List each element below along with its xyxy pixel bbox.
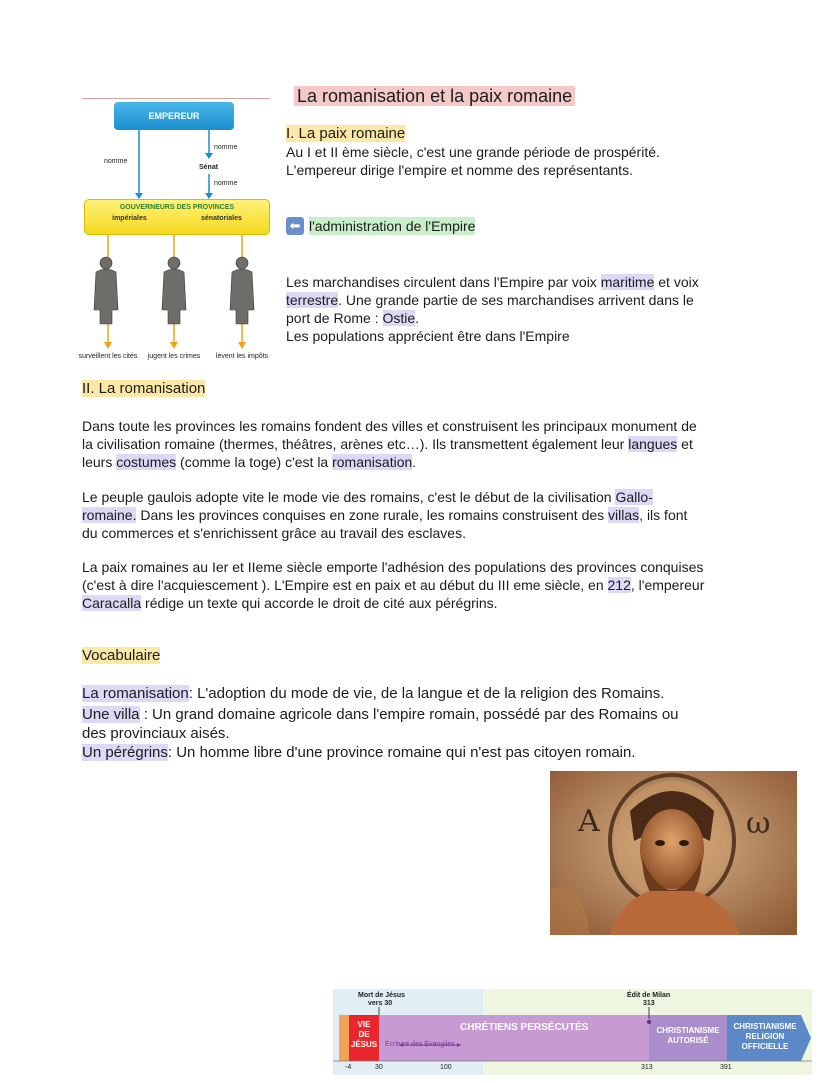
paragraph-line: Le peuple gaulois adopte vite le mode vie des romains, c'est le début de la civilisation Gallo- xyxy=(82,489,653,505)
officielle-label: CHRISTIANISME RELIGION OFFICIELLE xyxy=(733,1022,797,1051)
christianity-timeline: Mort de Jésus vers 30 Édit de Milan 313 VIE DE JÉSUS CHRÉTIENS PERSÉCUTÉS Écriture des Évangiles CHRISTIANISME AUTORISÉ CHRISTIANISME RELIGION OFFICIELLE -4 30 100 313 391 xyxy=(333,989,812,1075)
year-label: 391 xyxy=(720,1064,732,1071)
paragraph-line: romaine. Dans les provinces conquises en zone rurale, les romains construisent des villas, ils font xyxy=(82,507,688,523)
paragraph-line: Au I et II ème siècle, c'est une grande période de prospérité. xyxy=(286,144,660,160)
back-arrow-icon: ⬅ xyxy=(286,217,304,235)
year-label: -4 xyxy=(345,1064,352,1071)
paragraph-line: leurs costumes (comme la toge) c'est la romanisation. xyxy=(82,454,417,470)
paragraph-line: du commerces et s'enrichissent grâce au travail des esclaves. xyxy=(82,525,466,541)
vocab-heading: Vocabulaire xyxy=(82,647,161,664)
section-heading-romanisation: II. La romanisation xyxy=(82,380,206,397)
paragraph-line: L'empereur dirige l'empire et nomme des représentants. xyxy=(286,162,633,178)
role-label: lèvent les impôts xyxy=(215,353,269,360)
vie-de-jesus-label: VIE DE JÉSUS xyxy=(350,1020,378,1049)
svg-text:ω: ω xyxy=(746,806,771,841)
section-heading-paix-romaine: I. La paix romaine xyxy=(286,125,406,142)
commerce-line: terrestre. Une grande partie de ses marchandises arrivent dans le xyxy=(286,292,694,308)
emperor-box: EMPEREUR xyxy=(114,102,234,130)
commerce-line: Les populations apprécient être dans l'Empire xyxy=(286,328,570,344)
svg-text:Α: Α xyxy=(578,804,600,839)
year-label: 100 xyxy=(440,1064,452,1071)
vocab-entry: Un pérégrins: Un homme libre d'une province romaine qui n'est pas citoyen romain. xyxy=(82,744,636,761)
commerce-line: Les marchandises circulent dans l'Empire par voix maritime et voix xyxy=(286,274,699,290)
governors-box: GOUVERNEURS DES PROVINCES impériales sénatoriales xyxy=(84,199,270,235)
commerce-line: port de Rome : Ostie. xyxy=(286,310,420,326)
christ-fresco-image xyxy=(550,771,797,935)
year-label: 313 xyxy=(641,1064,653,1071)
role-label: jugent les crimes xyxy=(147,353,201,360)
paragraph-line: Caracalla rédige un texte qui accorde le droit de cité aux pérégrins. xyxy=(82,595,498,611)
paragraph-line: Dans toute les provinces les romains fondent des villes et construisent les principaux monument de xyxy=(82,418,697,434)
paragraph-line: La paix romaines au Ier et IIeme siècle emporte l'adhésion des populations des provinces conquises xyxy=(82,559,704,575)
vocab-entry: Une villa : Un grand domaine agricole dans l'empire romain, possédé par des Romains ou xyxy=(82,706,679,723)
year-label: 30 xyxy=(375,1064,383,1071)
vocab-entry-cont: des provinciaux aisés. xyxy=(82,725,230,742)
vocab-entry: La romanisation: L'adoption du mode de vie, de la langue et de la religion des Romains. xyxy=(82,685,665,702)
org-arrows xyxy=(82,96,270,376)
admin-link[interactable]: ⬅ l'administration de l'Empire xyxy=(286,217,475,235)
paragraph-line: la civilisation romaine (thermes, théâtres, arènes etc…). Ils transmettent également leur langues et xyxy=(82,436,693,452)
page-title: La romanisation et la paix romaine xyxy=(294,84,575,108)
paragraph-line: (c'est à dire l'acquiescement ). L'Empire est en paix et au début du III eme siècle, en 212, l'empereur xyxy=(82,577,705,593)
autorise-label: CHRISTIANISME AUTORISÉ xyxy=(656,1026,720,1045)
org-chart: EMPEREUR nomme nomme Sénat nomme GOUVERNEURS DES PROVINCES impériales sénatoriales surveillent les cités jugent les crimes lèvent les impôts xyxy=(82,96,270,376)
role-label: surveillent les cités xyxy=(78,353,138,360)
